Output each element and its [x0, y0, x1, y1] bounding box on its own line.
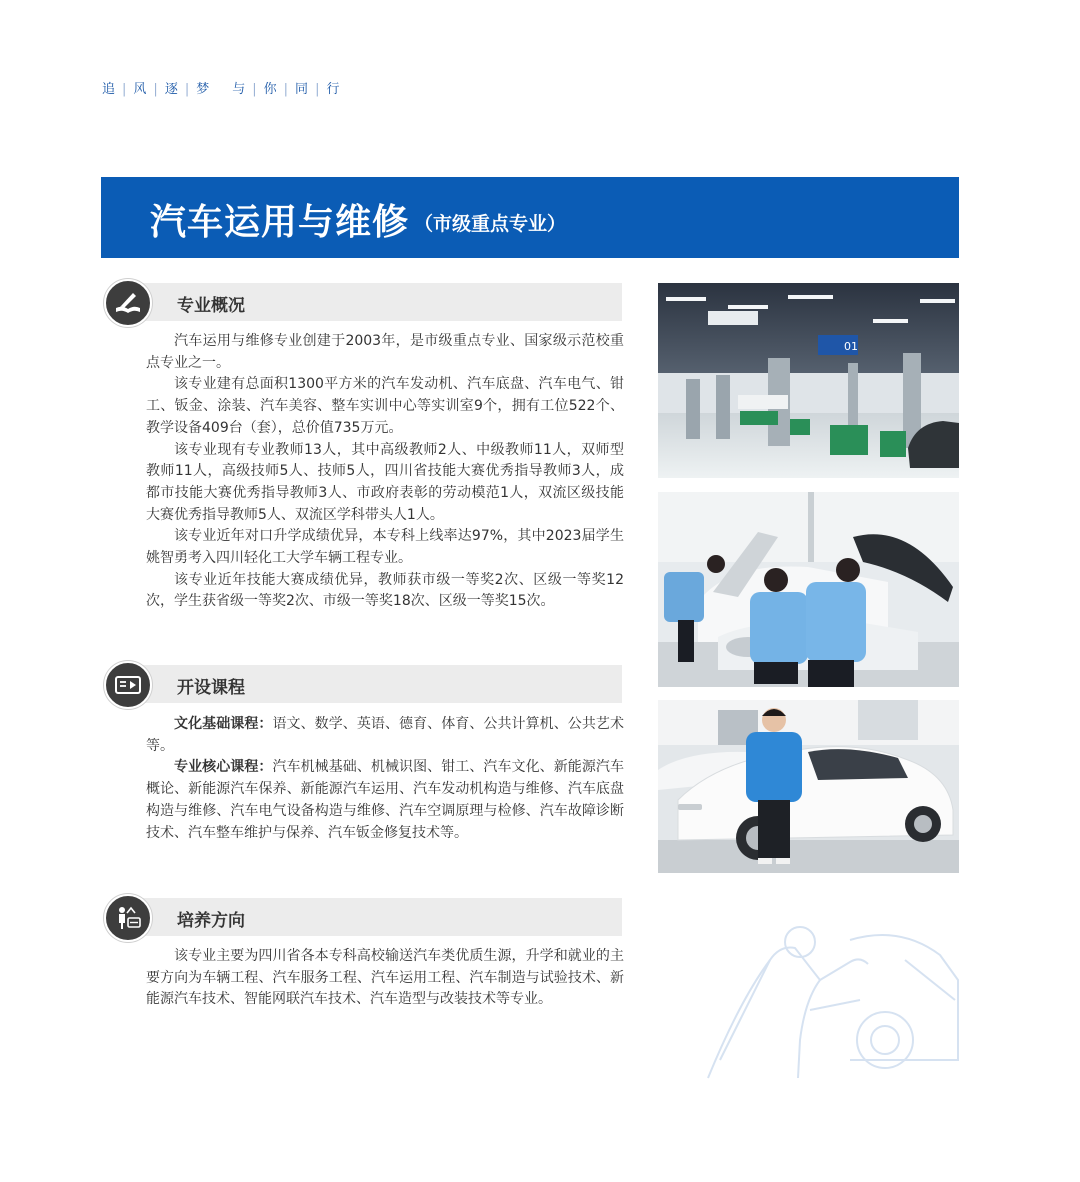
section-heading-overview [104, 279, 622, 327]
courses-text [146, 714, 624, 844]
core-courses-list: 汽车机械基础、机械识图、钳工、汽车文化、新能源汽车概论、新能源汽车保养、新能源汽车运用、汽车发动机构造与维修、汽车底盘构造与维修、汽车电气设备构造与维修、汽车空调原理与检修、汽车故障诊断技术、汽车整车维护与保养、汽车钣金修复技术等。 [146, 759, 624, 841]
core-courses-label: 专业核心课程： [174, 759, 273, 776]
basic-courses-list: 语文、数学、英语、德育、体育、公共计算机、公共艺术等。 [146, 716, 624, 754]
direction-text [146, 946, 624, 1011]
slogan-char: 行 [326, 82, 341, 97]
book-pen-icon [104, 279, 152, 327]
students-repair-photo [658, 492, 959, 687]
basic-courses-label: 文化基础课程： [174, 716, 273, 732]
video-lesson-icon [104, 661, 152, 709]
paragraph: 该专业现有专业教师13人，其中高级教师2人、中级教师11人，双师型教师11人，高级技师5人、技师5人，四川省技能大赛优秀指导教师3人，成都市技能大赛优秀指导教师3人、市政府表彰的劳动模范1人，双流区级技能大赛优秀指导教师5人、双流区学科带头人1人。 [146, 441, 624, 523]
paragraph: 该专业近年技能大赛成绩优异，教师获市级一等奖2次、区级一等奖12次，学生获省级一等奖2次、市级一等奖18次、区级一等奖15次。 [146, 571, 624, 610]
page-subtitle: （市级重点专业） [414, 213, 567, 235]
paragraph: 汽车运用与维修专业创建于2003年，是市级重点专业、国家级示范校重点专业之一。 [146, 333, 624, 371]
section-heading-courses [104, 661, 622, 709]
slogan-char: 追 [102, 82, 117, 97]
header-slogan: 追 | 风 | 逐 | 梦 与 | 你 | 同 | 行 [102, 78, 340, 97]
slogan-char: 风 [133, 82, 148, 97]
slogan-char: 你 [263, 82, 278, 97]
paragraph: 该专业主要为四川省各本专科高校输送汽车类优质生源，升学和就业的主要方向为车辆工程、汽车服务工程、汽车运用工程、汽车制造与试验技术、新能源汽车技术、智能网联汽车技术、汽车造型与改装技术等专业。 [146, 948, 624, 1008]
section-heading-direction [104, 894, 622, 942]
overview-text [146, 331, 624, 613]
student-car-photo [658, 700, 959, 873]
core-courses [146, 757, 624, 844]
slogan-char: 梦 [196, 82, 211, 97]
workshop-photo [658, 283, 959, 478]
section-title: 专业概况 [177, 296, 245, 316]
slogan-char: 同 [295, 82, 310, 97]
career-path-icon [104, 894, 152, 942]
mechanic-car-watermark [700, 920, 962, 1084]
paragraph: 该专业近年对口升学成绩优异，本专科上线率达97%，其中2023届学生姚智勇考入四川轻化工大学车辆工程专业。 [146, 528, 624, 567]
paragraph: 该专业建有总面积1300平方米的汽车发动机、汽车底盘、汽车电气、钳工、钣金、涂装、汽车美容、整车实训中心等实训室9个，拥有工位522个、教学设备409台（套），总价值735万元。 [146, 376, 624, 436]
page-title: 汽车运用与维修 [150, 202, 410, 243]
workshop-sign-text: 01 [844, 340, 858, 353]
slogan-char: 逐 [164, 82, 179, 97]
slogan-char: 与 [232, 82, 247, 97]
title-banner [101, 177, 959, 258]
basic-courses [146, 714, 624, 757]
section-title: 开设课程 [177, 678, 245, 698]
section-title: 培养方向 [177, 911, 245, 931]
